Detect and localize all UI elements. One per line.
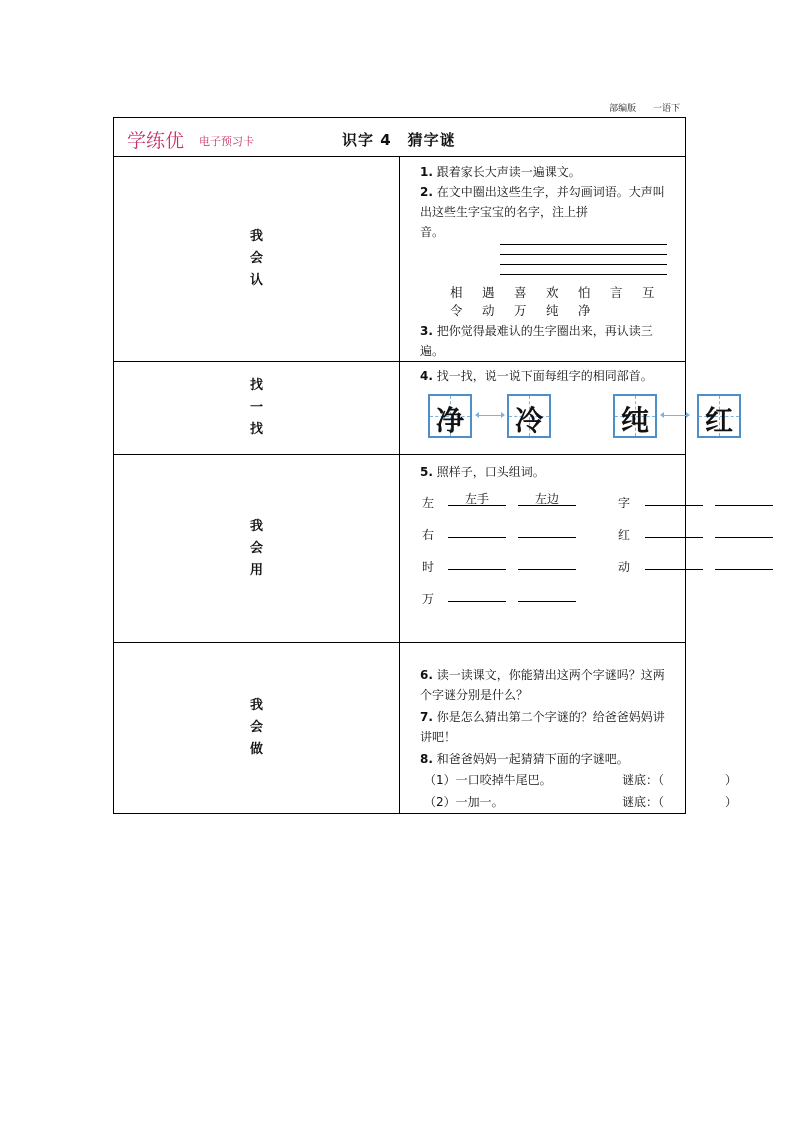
label-char: 做 [249,742,263,757]
tianzige-box [507,394,551,438]
page-title: 识字 4 猜字谜 [342,131,456,149]
label-char: 找 [249,422,263,437]
riddle-1 [400,769,738,791]
task-text: 读一读课文，你能猜出这两个字谜吗？这两个字谜分别是什么？ [420,668,665,702]
task-6 [400,665,685,705]
character: 互 [642,285,655,300]
answer-blank[interactable] [448,522,506,538]
character: 喜 [514,285,527,300]
riddle-answer-close: ） [725,773,738,787]
answer-blank[interactable] [715,554,773,570]
label-char: 会 [249,540,263,556]
double-arrow-icon [664,415,686,416]
character: 言 [610,285,623,300]
riddle-answer-label: 谜底：（ [622,773,665,787]
brand-subtitle: 电子预习卡 [199,135,254,148]
task-number: 1. [420,165,433,179]
task-number: 7. [420,710,433,724]
task-number: 2. [420,185,433,199]
task-8 [400,749,685,769]
character-boxes [400,394,733,444]
do-content [400,643,738,814]
character: 怕 [578,285,591,300]
character: 欢 [546,285,559,300]
tianzige-box [428,394,472,438]
task-text: 把你觉得最难认的生字圈出来，再认读三遍。 [420,324,653,358]
edition-label [595,101,680,114]
box-character: 冷 [514,404,543,437]
base-character: 右 [422,528,435,542]
answer-blank[interactable] [518,554,576,570]
answer-blank[interactable] [518,586,576,602]
label-char: 会 [249,251,263,266]
row-label-recognize [114,157,400,362]
riddle-answer-label: 谜底：（ [622,795,665,809]
header-cell [114,118,686,157]
task-text: 找一找，说一说下面每组字的相同部首。 [436,369,653,383]
character: 净 [578,303,591,318]
task-2 [400,182,685,222]
tianzige-box [613,394,657,438]
label-char: 找 [249,378,263,393]
use-content [400,455,686,643]
task-text: 和爸爸妈妈一起猜猜下面的字谜吧。 [436,752,629,766]
label-char: 我 [249,698,263,713]
task-number: 6. [420,668,433,682]
label-char: 我 [249,518,263,534]
recognize-content [400,157,686,362]
base-character: 左 [422,496,435,510]
row-label-use [114,455,400,643]
base-character: 动 [618,560,631,574]
task-1 [400,162,685,182]
answer-blank[interactable] [645,554,703,570]
task-5 [400,462,685,482]
box-character: 红 [704,404,733,437]
task-text: 跟着家长大声读一遍课文。 [436,165,581,179]
preview-card [113,117,738,814]
character-list [400,283,685,319]
label-char: 会 [249,720,263,735]
label-char: 我 [249,229,263,244]
character: 动 [482,303,495,318]
character: 令 [450,303,463,318]
task-2-cont: 音。 [420,225,445,239]
label-char: 认 [249,273,263,288]
base-character: 万 [422,592,435,606]
riddle-question: （1）一口咬掉牛尾巴。 [424,773,552,787]
task-text: 你是怎么猜出第二个字谜的？给爸爸妈妈讲讲吧！ [420,710,665,744]
box-character: 净 [435,404,464,437]
tianzige-box [697,394,741,438]
brand-logo: 学练优 [127,130,185,152]
answer-blank[interactable] [715,522,773,538]
row-label-find [114,362,400,455]
task-text: 在文中圈出这些生字，并勾画词语。大声叫出这些生字宝宝的名字，注上拼 [420,185,665,219]
publisher-label: 部编版 [609,104,637,114]
answer-blank[interactable] [448,554,506,570]
base-character: 红 [618,528,631,542]
character: 纯 [546,303,559,318]
row-label-do [114,643,400,814]
box-character: 纯 [620,404,649,437]
pinyin-line [500,274,667,275]
character: 遇 [482,285,495,300]
grade-label: 一语下 [652,104,680,114]
task-number: 8. [420,752,433,766]
word-grid [400,482,685,630]
riddle-2 [400,791,738,813]
riddle-answer-close: ） [725,795,738,809]
find-content [400,362,733,455]
task-number: 4. [420,369,433,383]
riddle-question: （2）一加一。 [424,795,504,809]
base-character: 时 [422,560,435,574]
task-number: 5. [420,465,433,479]
task-3 [400,321,685,361]
answer-blank[interactable] [448,586,506,602]
character: 相 [450,285,463,300]
task-number: 3. [420,324,433,338]
answer-blank[interactable] [645,490,703,506]
base-character: 字 [618,496,631,510]
answer-blank[interactable] [715,490,773,506]
task-7 [400,707,685,747]
double-arrow-icon [479,415,501,416]
character: 万 [514,303,527,318]
label-char: 一 [249,400,263,415]
example-word: 左边 [518,490,576,506]
answer-blank[interactable] [645,522,703,538]
answer-blank[interactable] [518,522,576,538]
task-4 [400,366,685,386]
example-word: 左手 [448,490,506,506]
label-char: 用 [249,562,263,578]
task-text: 照样子，口头组词。 [436,465,545,479]
